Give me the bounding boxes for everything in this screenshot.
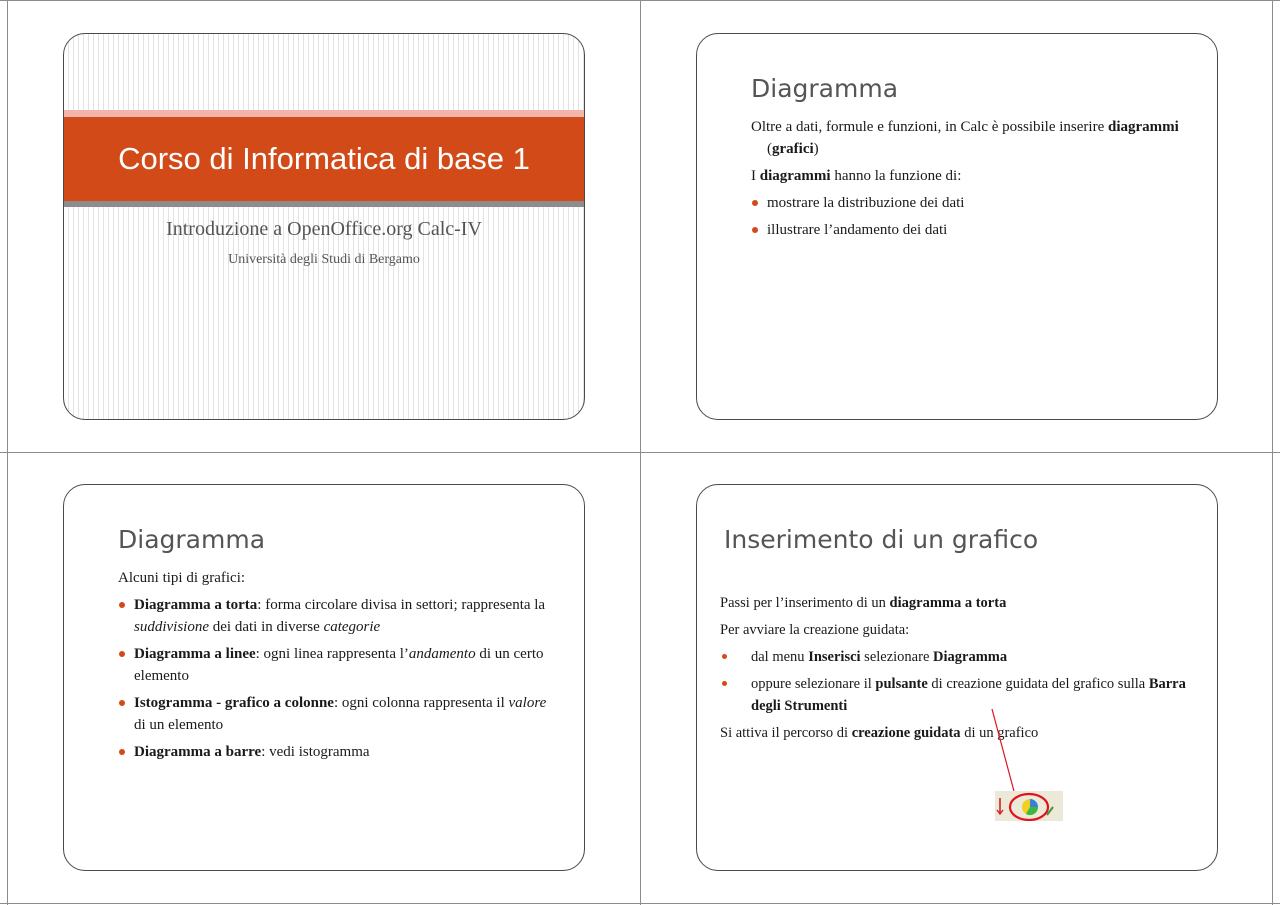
text: : vedi istogramma xyxy=(261,744,370,760)
bold-text: diagrammi xyxy=(1107,119,1179,135)
list-item xyxy=(118,643,558,687)
bold-text: Diagramma xyxy=(933,649,1008,665)
text: di un grafico xyxy=(964,725,1039,741)
text: Si attiva il percorso di xyxy=(720,725,849,741)
text: dei dati in diverse xyxy=(212,619,320,635)
text: I xyxy=(751,168,756,184)
horizontal-divider xyxy=(0,452,1280,453)
text: : forma circolare divisa in settori; rappresenta la xyxy=(257,597,546,613)
bold-text: diagramma a torta xyxy=(889,595,1007,611)
text: selezionare xyxy=(864,649,930,665)
text: Passi per l’inserimento di un xyxy=(720,595,886,611)
slide-heading: Diagramma xyxy=(751,74,899,103)
text: dal menu xyxy=(751,649,805,665)
list-item xyxy=(118,594,558,638)
bold-text: Diagramma a linee xyxy=(134,646,256,662)
callout-line xyxy=(697,485,1218,871)
paragraph: Alcuni tipi di grafici: xyxy=(118,570,246,586)
text: di un elemento xyxy=(134,717,224,733)
slide-diagramma-types xyxy=(63,484,585,871)
text: di un certo elemento xyxy=(134,646,544,684)
slide-heading: Inserimento di un grafico xyxy=(724,525,1039,554)
bold-text: Inserisci xyxy=(808,649,861,665)
text: Oltre a dati, formule e funzioni, in Calc è possibile inserire xyxy=(751,119,1105,135)
bold-text: creazione guidata xyxy=(851,725,961,741)
bold-text: grafici xyxy=(772,141,814,157)
slide-body xyxy=(118,567,558,768)
italic-text: andamento xyxy=(408,646,476,662)
accent-stripe xyxy=(64,110,584,117)
institution-name: Università degli Studi di Bergamo xyxy=(228,252,420,267)
italic-text: valore xyxy=(508,695,547,711)
paragraph xyxy=(751,165,1191,187)
text: di creazione guidata del grafico sulla xyxy=(931,676,1146,692)
bold-text: pulsante xyxy=(875,676,928,692)
list-item xyxy=(118,692,558,736)
text: oppure selezionare il xyxy=(751,676,872,692)
chart-wizard-icon xyxy=(995,791,1063,821)
slide-body xyxy=(751,116,1191,246)
paragraph: Per avviare la creazione guidata: xyxy=(720,622,910,638)
list-item: mostrare la distribuzione dei dati xyxy=(751,192,1191,214)
italic-text: categorie xyxy=(323,619,381,635)
text: ( xyxy=(767,141,772,157)
bold-text: Diagramma a barre xyxy=(134,744,262,760)
text: : ogni linea rappresenta l’ xyxy=(255,646,409,662)
text: hanno la funzione di: xyxy=(834,168,962,184)
text: : ogni colonna rappresenta il xyxy=(333,695,505,711)
bold-text: Barra degli Strumenti xyxy=(751,676,1186,714)
toolbar-snippet xyxy=(995,791,1063,821)
bold-text: Diagramma a torta xyxy=(134,597,258,613)
slide-diagramma-intro xyxy=(696,33,1218,420)
presentation-title: Corso di Informatica di base 1 xyxy=(118,141,530,176)
slide-title-page xyxy=(63,33,585,420)
paragraph xyxy=(751,116,1191,160)
bold-text: Istogramma - grafico a colonne xyxy=(134,695,334,711)
slide-heading: Diagramma xyxy=(118,525,266,554)
title-band xyxy=(64,117,584,201)
bold-text: diagrammi xyxy=(759,168,831,184)
gray-stripe xyxy=(64,201,584,207)
presentation-subtitle: Introduzione a OpenOffice.org Calc-IV xyxy=(166,218,482,240)
text: ) xyxy=(813,141,819,157)
list-item: illustrare l’andamento dei dati xyxy=(751,219,1191,241)
italic-text: suddivisione xyxy=(134,619,209,635)
list-item xyxy=(118,741,558,763)
slide-inserimento-grafico xyxy=(696,484,1218,871)
